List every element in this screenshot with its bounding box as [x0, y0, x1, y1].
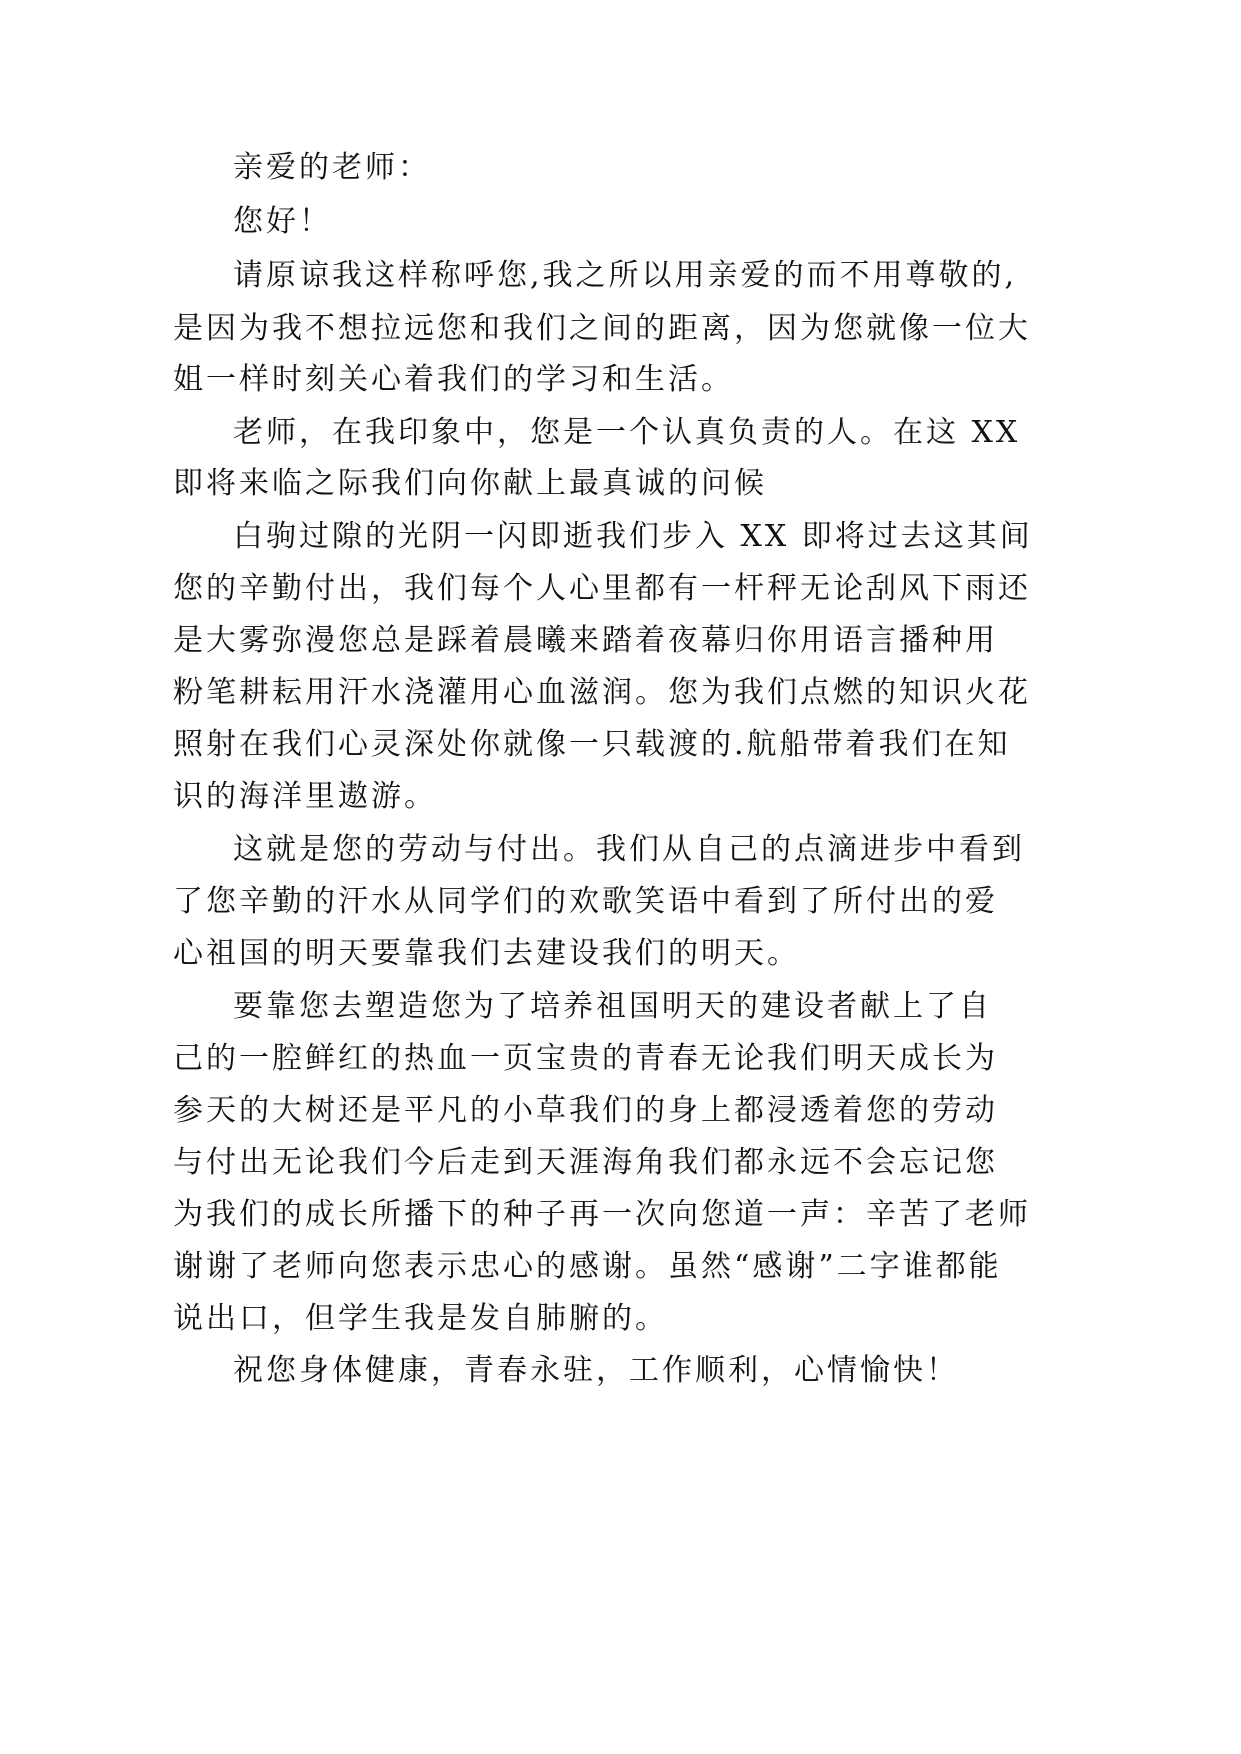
body-line: 与付出无论我们今后走到天涯海角我们都永远不会忘记您 [173, 1145, 998, 1180]
salutation: 亲爱的老师： [233, 150, 431, 185]
body-line: 这就是您的劳动与付出。我们从自己的点滴进步中看到 [233, 832, 1025, 867]
closing: 祝您身体健康，青春永驻，工作顺利，心情愉快！ [233, 1353, 959, 1388]
body-line: 为我们的成长所播下的种子再一次向您道一声：辛苦了老师 [173, 1197, 1031, 1232]
body-line: 请原谅我这样称呼您,我之所以用亲爱的而不用尊敬的, [233, 258, 1018, 293]
body-line: 谢谢了老师向您表示忠心的感谢。虽然“感谢”二字谁都能 [173, 1249, 1002, 1284]
body-line: 是因为我不想拉远您和我们之间的距离，因为您就像一位大 [173, 311, 1031, 346]
body-line: 粉笔耕耘用汗水浇灌用心血滋润。您为我们点燃的知识火花 [173, 675, 1031, 710]
body-line: 即将来临之际我们向你献上最真诚的问候 [173, 466, 767, 501]
body-line: 姐一样时刻关心着我们的学习和生活。 [173, 362, 734, 397]
body-line: 参天的大树还是平凡的小草我们的身上都浸透着您的劳动 [173, 1093, 998, 1128]
body-line: 说出口，但学生我是发自肺腑的。 [173, 1301, 668, 1336]
body-line: 识的海洋里遨游。 [173, 779, 437, 814]
body-line: 老师，在我印象中，您是一个认真负责的人。在这 XX [233, 415, 1021, 450]
body-line: 是大雾弥漫您总是踩着晨曦来踏着夜幕归你用语言播种用 [173, 623, 998, 658]
body-line: 照射在我们心灵深处你就像一只载渡的.航船带着我们在知 [173, 727, 1011, 762]
body-line: 了您辛勤的汗水从同学们的欢歌笑语中看到了所付出的爱 [173, 884, 998, 919]
body-line: 己的一腔鲜红的热血一页宝贵的青春无论我们明天成长为 [173, 1041, 998, 1076]
body-line: 要靠您去塑造您为了培养祖国明天的建设者献上了自 [233, 989, 992, 1024]
body-line: 您的辛勤付出，我们每个人心里都有一杆秤无论刮风下雨还 [173, 571, 1031, 606]
greeting: 您好！ [233, 204, 332, 239]
body-line: 白驹过隙的光阴一闪即逝我们步入 XX 即将过去这其间 [233, 519, 1033, 554]
body-line: 心祖国的明天要靠我们去建设我们的明天。 [173, 936, 800, 971]
